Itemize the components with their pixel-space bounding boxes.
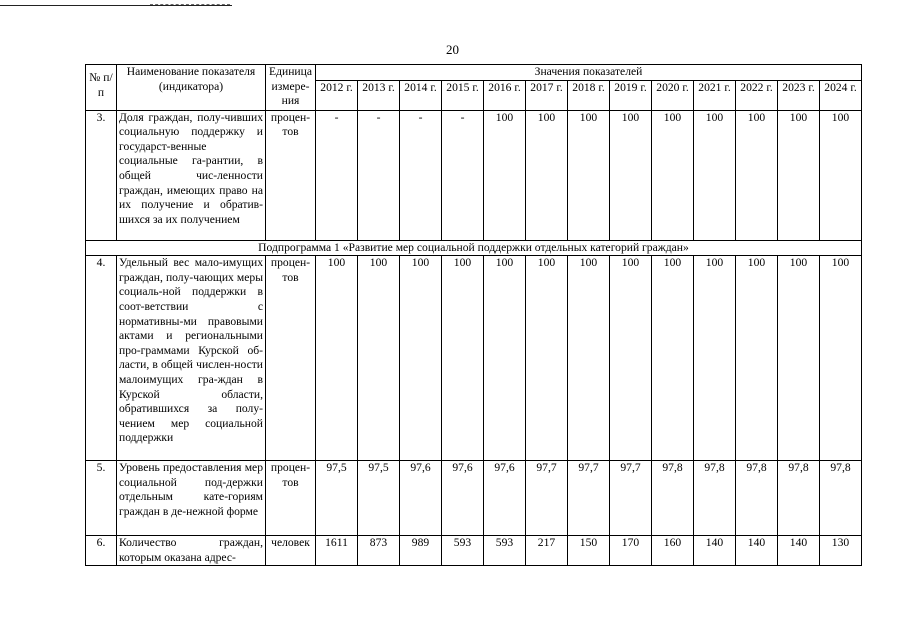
value-cell: 100 — [484, 256, 526, 461]
header-rule — [0, 5, 232, 6]
value-cell: 1611 — [316, 536, 358, 566]
header-year: 2013 г. — [358, 80, 400, 110]
value-cell: 160 — [652, 536, 694, 566]
value-cell: 100 — [652, 256, 694, 461]
row-number: 4. — [86, 256, 117, 461]
unit-cell: процен-тов — [266, 256, 316, 461]
value-cell: 140 — [694, 536, 736, 566]
value-cell: 100 — [400, 256, 442, 461]
value-cell: 97,5 — [316, 461, 358, 536]
value-cell: 100 — [736, 256, 778, 461]
value-cell: 97,8 — [778, 461, 820, 536]
value-cell: 100 — [694, 256, 736, 461]
row-number: 5. — [86, 461, 117, 536]
value-cell: 100 — [778, 110, 820, 240]
value-cell: 100 — [778, 256, 820, 461]
value-cell: 97,7 — [526, 461, 568, 536]
header-year: 2020 г. — [652, 80, 694, 110]
value-cell: 140 — [778, 536, 820, 566]
header-year: 2023 г. — [778, 80, 820, 110]
subprogram-heading: Подпрограмма 1 «Развитие мер социальной поддержки отдельных категорий граждан» — [86, 240, 862, 256]
value-cell: 593 — [442, 536, 484, 566]
unit-cell: человек — [266, 536, 316, 566]
value-cell: 97,8 — [820, 461, 862, 536]
header-name: Наименование показателя (индикатора) — [117, 65, 266, 111]
value-cell: 97,5 — [358, 461, 400, 536]
value-cell: 97,6 — [400, 461, 442, 536]
value-cell: 100 — [568, 110, 610, 240]
value-cell: 97,7 — [568, 461, 610, 536]
value-cell: 100 — [820, 256, 862, 461]
value-cell: 100 — [820, 110, 862, 240]
table-row — [86, 461, 862, 536]
value-cell: 100 — [358, 256, 400, 461]
value-cell: 217 — [526, 536, 568, 566]
page-number: 20 — [446, 42, 459, 57]
value-cell: - — [400, 110, 442, 240]
value-cell: 100 — [652, 110, 694, 240]
header-year: 2014 г. — [400, 80, 442, 110]
indicators-table — [85, 64, 862, 566]
indicator-name: Доля граждан, полу-чивших социальную поддержку и государст-венные социальные га-рантии, в общей чис-ленности граждан, имеющих право на их получение и обратив-шихся за их получением — [117, 110, 266, 240]
unit-cell: процен-тов — [266, 110, 316, 240]
header-year: 2021 г. — [694, 80, 736, 110]
value-cell: 97,6 — [442, 461, 484, 536]
indicator-name: Количество граждан, которым оказана адрес- — [117, 536, 266, 566]
value-cell: 100 — [442, 256, 484, 461]
header-values-group: Значения показателей — [316, 65, 862, 81]
value-cell: 100 — [610, 110, 652, 240]
header-num: № п/п — [86, 65, 117, 111]
value-cell: 170 — [610, 536, 652, 566]
value-cell: 100 — [610, 256, 652, 461]
value-cell: 150 — [568, 536, 610, 566]
value-cell: 593 — [484, 536, 526, 566]
value-cell: 97,7 — [610, 461, 652, 536]
value-cell: - — [442, 110, 484, 240]
table-row — [86, 536, 862, 566]
value-cell: 100 — [568, 256, 610, 461]
value-cell: 97,8 — [736, 461, 778, 536]
header-year: 2015 г. — [442, 80, 484, 110]
header-year: 2019 г. — [610, 80, 652, 110]
value-cell: 97,8 — [694, 461, 736, 536]
header-year: 2018 г. — [568, 80, 610, 110]
header-year: 2024 г. — [820, 80, 862, 110]
row-number: 6. — [86, 536, 117, 566]
table-row — [86, 110, 862, 240]
indicator-name: Уровень предоставления мер социальной под-держки отдельным кате-гориям граждан в де-нежной форме — [117, 461, 266, 536]
indicator-name: Удельный вес мало-имущих граждан, полу-чающих меры социаль-ной поддержки в соот-ветствии с нормативны-ми правовыми актами и региональными про-граммами Курской об-ласти, в общей числен-ности малоимущих гра-ждан в Курской области, обратившихся за полу-чением мер социальной поддержки — [117, 256, 266, 461]
header-year: 2012 г. — [316, 80, 358, 110]
value-cell: 140 — [736, 536, 778, 566]
header-year: 2022 г. — [736, 80, 778, 110]
unit-cell: процен-тов — [266, 461, 316, 536]
value-cell: 97,8 — [652, 461, 694, 536]
value-cell: 100 — [484, 110, 526, 240]
value-cell: 100 — [526, 256, 568, 461]
header-year: 2016 г. — [484, 80, 526, 110]
header-unit: Единица измере-ния — [266, 65, 316, 111]
value-cell: - — [316, 110, 358, 240]
header-year: 2017 г. — [526, 80, 568, 110]
value-cell: 989 — [400, 536, 442, 566]
value-cell: 100 — [736, 110, 778, 240]
value-cell: 97,6 — [484, 461, 526, 536]
value-cell: 100 — [694, 110, 736, 240]
table-row — [86, 256, 862, 461]
value-cell: 100 — [526, 110, 568, 240]
row-number: 3. — [86, 110, 117, 240]
value-cell: 100 — [316, 256, 358, 461]
value-cell: 873 — [358, 536, 400, 566]
value-cell: - — [358, 110, 400, 240]
value-cell: 130 — [820, 536, 862, 566]
